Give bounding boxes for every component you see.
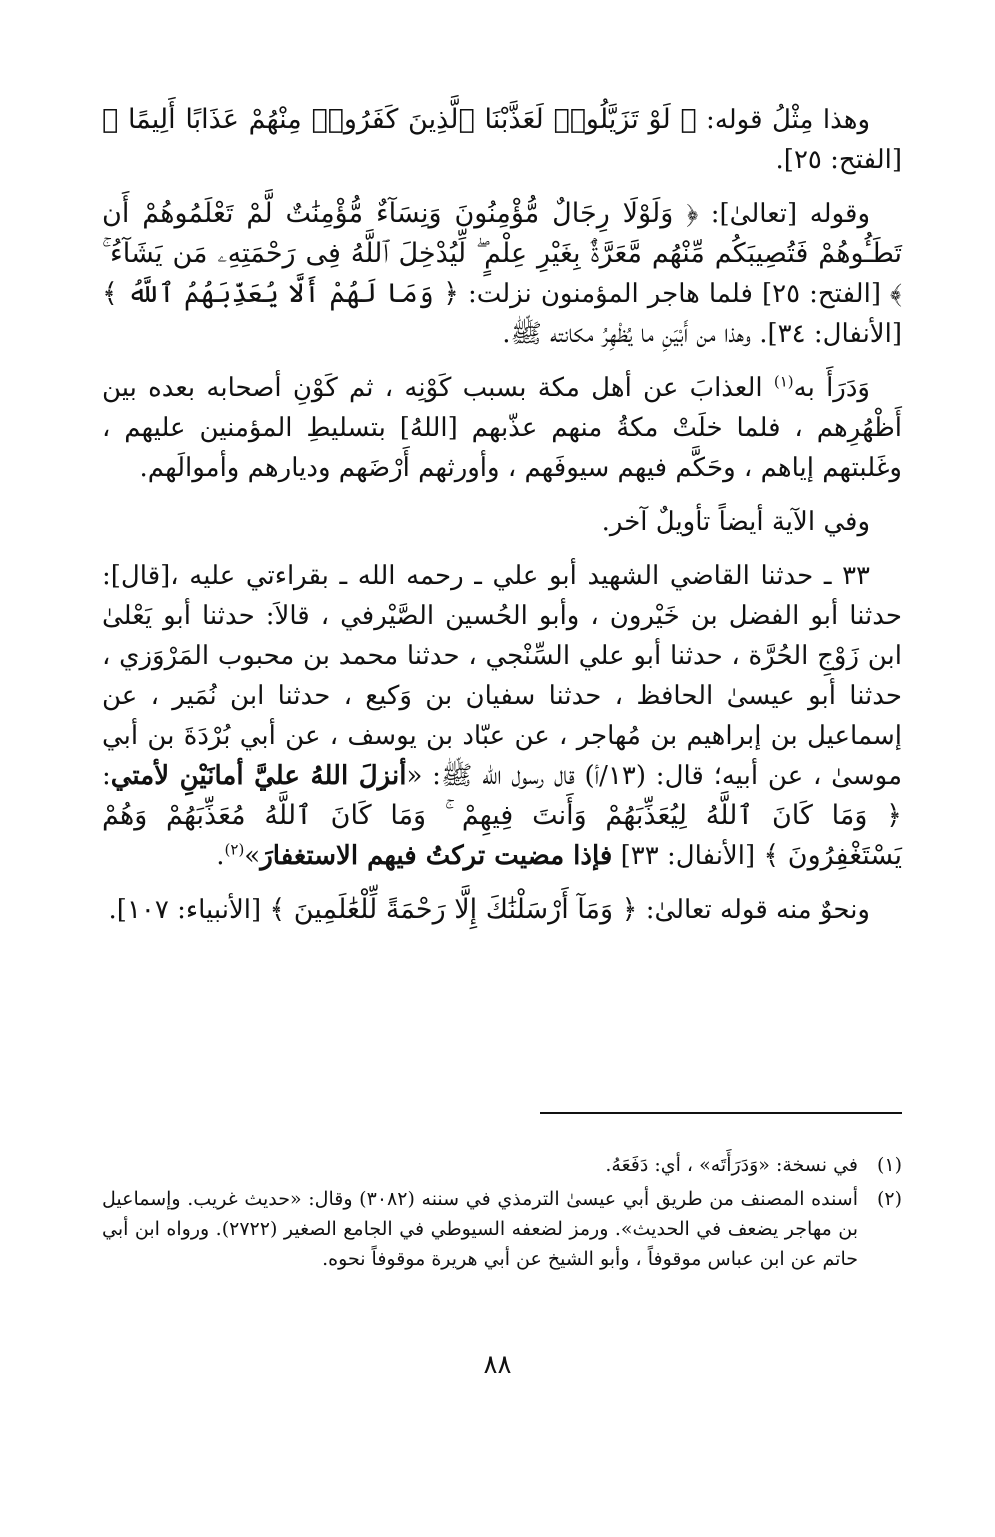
footnote-text: أسنده المصنف من طريق أبي عيسىٰ الترمذي في سننه (٣٠٨٢) وقال: «حديث غريب. وإسماعيل بن مهاجر يضعف في الحديث». ورمز لضعفه السيوطي في الجامع الصغير (٢٧٢٢). ورواه ابن أبي حاتم عن ابن عباس موقوفاً ، وأبو الشيخ عن أبي هريرة موقوفاً نحوه. bbox=[102, 1188, 859, 1270]
text: : bbox=[102, 761, 111, 791]
footnote-divider bbox=[540, 1112, 902, 1114]
main-text bbox=[102, 100, 902, 944]
citation: [الفتح: ٢٥]. bbox=[775, 145, 902, 175]
text: ٣٣ ـ حدثنا القاضي الشهيد أبو علي ـ رحمه الله ـ بقراءتي عليه ،[قال]: حدثنا أبو الفضل بن خَيْرون ، وأبو الحُسين الصَّيْرفي ، قالاَ: حدثنا أبو يَعْلىٰ ابن زَوْجِ الحُرَّة ، حدثنا أبو علي السِّنْجي ، حدثنا محمد بن محبوب المَرْوَزي ، حدثنا أبو عيسىٰ الحافظ ، حدثنا سفيان بن وَكيع ، حدثنا ابن نُمَير ، عن إسماعيل بن إبراهيم بن مُهاجر ، عن عبّاد بن يوسف ، عن أبي بُرْدَةَ بن أبي موسىٰ ، عن أبيه؛ قال: (١٣/أ) قال رسول الله ﷺ: « bbox=[102, 561, 902, 791]
text: العذابَ عن أهل مكة بسبب كَوْنِه ، ثم كَوْنِ أصحابه بعده بين أَظْهُرِهم ، فلما خلَتْ مكةُ منهم عذّبهم [اللهُ] بتسليطِ المؤمنين عليهم ، وغَلبتهم إياهم ، وحَكَّم فيهم سيوفَهم ، وأورثهم أَرْضَهم وديارهم وأموالَهم. bbox=[102, 373, 902, 483]
paragraph-3 bbox=[102, 368, 902, 488]
quran-verse: ﴿ وَمَا كَانَ ٱللَّهُ لِيُعَذِّبَهُمْ وَأَنتَ فِيهِمْ ۚ وَمَا كَانَ ٱللَّهُ مُعَذِّبَهُمْ وَهُمْ يَسْتَغْفِرُونَ ﴾ bbox=[102, 800, 902, 871]
quran-verse: ﴿ لَوْ تَزَيَّلُوا۟ لَعَذَّبْنَا ٱلَّذِينَ كَفَرُوا۟ مِنْهُمْ عَذَابًا أَلِيمًا ﴾ bbox=[102, 104, 697, 135]
footnote-number: (١) bbox=[876, 1154, 902, 1176]
quran-verse: ﴿ وَمَآ أَرْسَلْنَٰكَ إِلَّا رَحْمَةً لِّلْعَٰلَمِينَ ﴾ bbox=[269, 894, 638, 925]
text: ونحوٌ منه قوله تعالىٰ: bbox=[637, 895, 870, 925]
footnote-text: في نسخة: «وَدَرَأَتَه» ، أي: دَفَعَهُ. bbox=[605, 1154, 858, 1176]
hadith-text: فإذا مضيت تركتُ فيهم الاستغفارَ bbox=[260, 841, 613, 871]
text: [الأنفال: ٣٤]. وهذا من أَبْيَنِ ما يُظْهِرُ مكانته ﷺ. bbox=[502, 319, 902, 349]
footnotes bbox=[102, 1150, 902, 1278]
citation: [الأنفال: ٣٣] bbox=[612, 841, 764, 871]
footnote-1 bbox=[102, 1150, 902, 1180]
quran-verse: ﴿ وَمَا لَهُمْ أَلَّا يُعَذِّبَهُمُ ٱللَّهُ ﴾ bbox=[102, 278, 459, 309]
footnote-number: (٢) bbox=[876, 1188, 902, 1210]
hadith-paragraph bbox=[102, 556, 902, 876]
paragraph-4: وفي الآية أيضاً تأويلٌ آخر. bbox=[601, 507, 870, 537]
quran-verse: ﴿ وَلَوْلَا رِجَالٌ مُّؤْمِنُونَ وَنِسَآءٌ مُّؤْمِنَٰتٌ لَّمْ تَعْلَمُوهُمْ أَن تَطَـُٔوهُمْ فَتُصِيبَكُم مِّنْهُم مَّعَرَّةٌۢ بِغَيْرِ عِلْمٍ ۖ لِّيُدْخِلَ ٱللَّهُ فِى رَحْمَتِهِۦ مَن يَشَآءُ ۚ ﴾ bbox=[102, 198, 902, 309]
footnote-ref-1: (١) bbox=[773, 372, 794, 391]
text: وَدَرَأَ به bbox=[793, 373, 870, 403]
footnote-ref-2: (٢) bbox=[224, 840, 245, 859]
text: [الفتح: ٢٥] فلما هاجر المؤمنون نزلت: bbox=[458, 279, 891, 309]
paragraph-2 bbox=[102, 194, 902, 354]
text: وقوله [تعالىٰ]: bbox=[698, 199, 870, 229]
paragraph-1 bbox=[102, 100, 902, 180]
text: . bbox=[216, 841, 225, 871]
hadith-text: أنزلَ اللهُ عليَّ أمانَيْنِ لأمتي bbox=[110, 761, 407, 791]
text: » bbox=[244, 841, 261, 871]
paragraph-6 bbox=[102, 890, 902, 930]
footnote-2 bbox=[102, 1184, 902, 1274]
citation: [الأنبياء: ١٠٧]. bbox=[108, 895, 270, 925]
text: وهذا مِثْلُ قوله: bbox=[696, 105, 870, 135]
page-number: ٨٨ bbox=[483, 1350, 512, 1380]
